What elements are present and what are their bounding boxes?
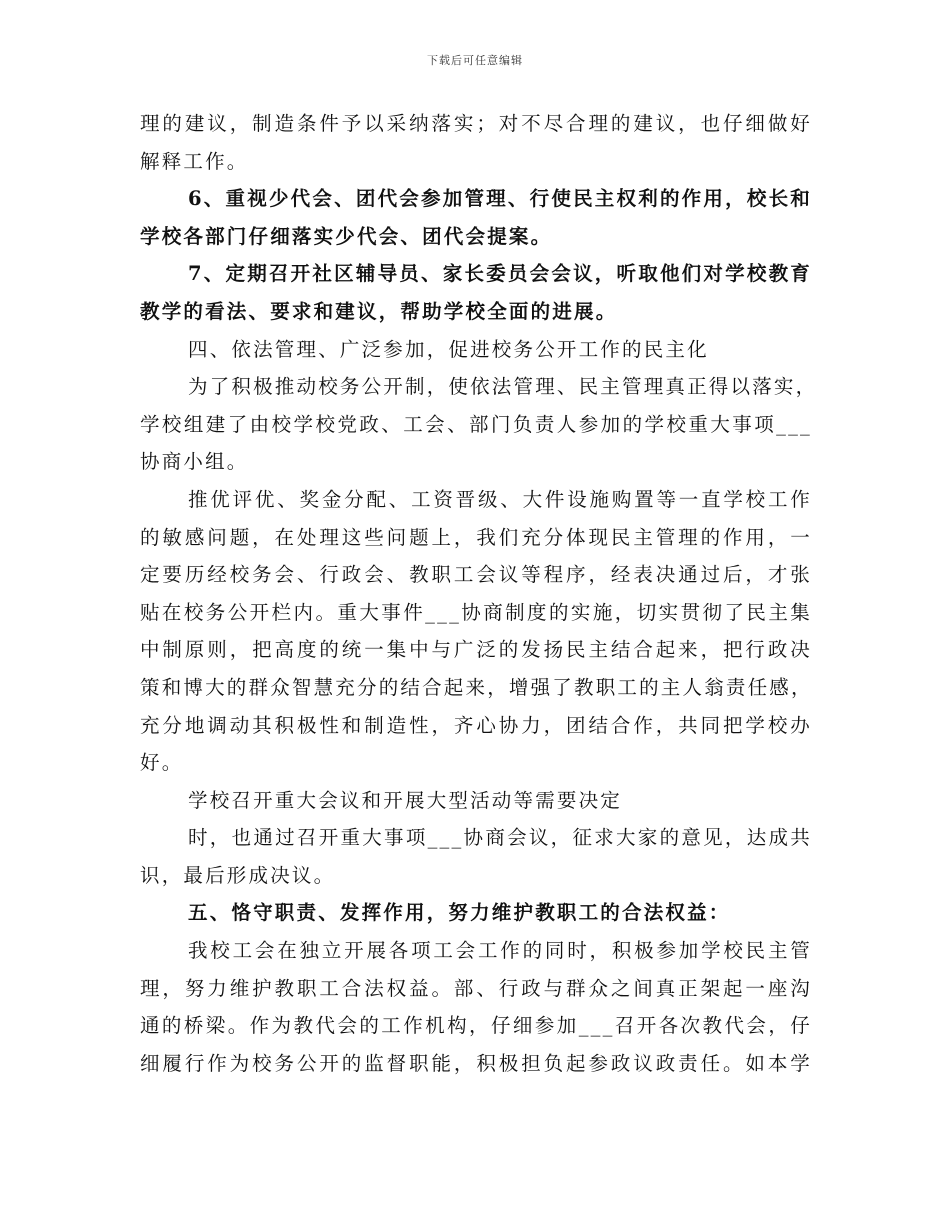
text-line: 我校工会在独立开展各项工会工作的同时，积极参加学校民主管 bbox=[188, 939, 812, 963]
page-header-note: 下载后可任意编辑 bbox=[427, 54, 523, 67]
text-line: 学校召开重大会议和开展大型活动等需要决定 bbox=[188, 788, 623, 812]
text-line: 为了积极推动校务公开制，使依法管理、民主管理真正得以落实， bbox=[188, 375, 818, 399]
text-line: 好。 bbox=[140, 751, 184, 775]
text-line: 教学的看法、要求和建议，帮助学校全面的进展。 bbox=[140, 299, 618, 323]
text-line: 充分地调动其积极性和制造性，齐心协力，团结合作，共同把学校办 bbox=[140, 713, 812, 737]
text-line: 时，也通过召开重大事项___协商会议，征求大家的意见，达成共 bbox=[188, 826, 812, 850]
text-line: 的敏感问题，在处理这些问题上，我们充分体现民主管理的作用，一 bbox=[140, 525, 812, 549]
document-body bbox=[140, 105, 818, 1082]
text-line: 策和博大的群众智慧充分的结合起来，增强了教职工的主人翁责任感， bbox=[140, 675, 813, 699]
text-line: 贴在校务公开栏内。重大事件___协商制度的实施，切实贯彻了民主集 bbox=[140, 600, 812, 624]
text-line: 通的桥梁。作为教代会的工作机构，仔细参加___召开各次教代会，仔 bbox=[140, 1014, 812, 1038]
text-line: 理，努力维护教职工合法权益。部、行政与群众之间真正架起一座沟 bbox=[140, 976, 812, 1000]
text-line: 细履行作为校务公开的监督职能，积极担负起参政议政责任。如本学 bbox=[140, 1051, 812, 1075]
text-line: 中制原则，把高度的统一集中与广泛的发扬民主结合起来，把行政决 bbox=[140, 638, 812, 662]
text-line: 学校各部门仔细落实少代会、团代会提案。 bbox=[140, 224, 553, 248]
text-line: 识，最后形成决议。 bbox=[140, 863, 336, 887]
text-line: 推优评优、奖金分配、工资晋级、大件设施购置等一直学校工作 bbox=[188, 487, 812, 511]
text-line: 解释工作。 bbox=[140, 149, 249, 173]
text-line: 四、依法管理、广泛参加，促进校务公开工作的民主化 bbox=[188, 337, 709, 361]
text-line: 理的建议，制造条件予以采纳落实；对不尽合理的建议，也仔细做好 bbox=[140, 112, 812, 135]
text-line: 协商小组。 bbox=[140, 450, 249, 474]
text-line: 定要历经校务会、行政会、教职工会议等程序，经表决通过后，才张 bbox=[140, 563, 812, 587]
text-line: 6、重视少代会、团代会参加管理、行使民主权利的作用，校长和 bbox=[188, 187, 812, 211]
text-line: 五、恪守职责、发挥作用，努力维护教职工的合法权益： bbox=[188, 901, 731, 925]
text-line: 学校组建了由校学校党政、工会、部门负责人参加的学校重大事项___ bbox=[140, 412, 812, 436]
text-line: 7、定期召开社区辅导员、家长委员会会议，听取他们对学校教育 bbox=[188, 262, 812, 286]
